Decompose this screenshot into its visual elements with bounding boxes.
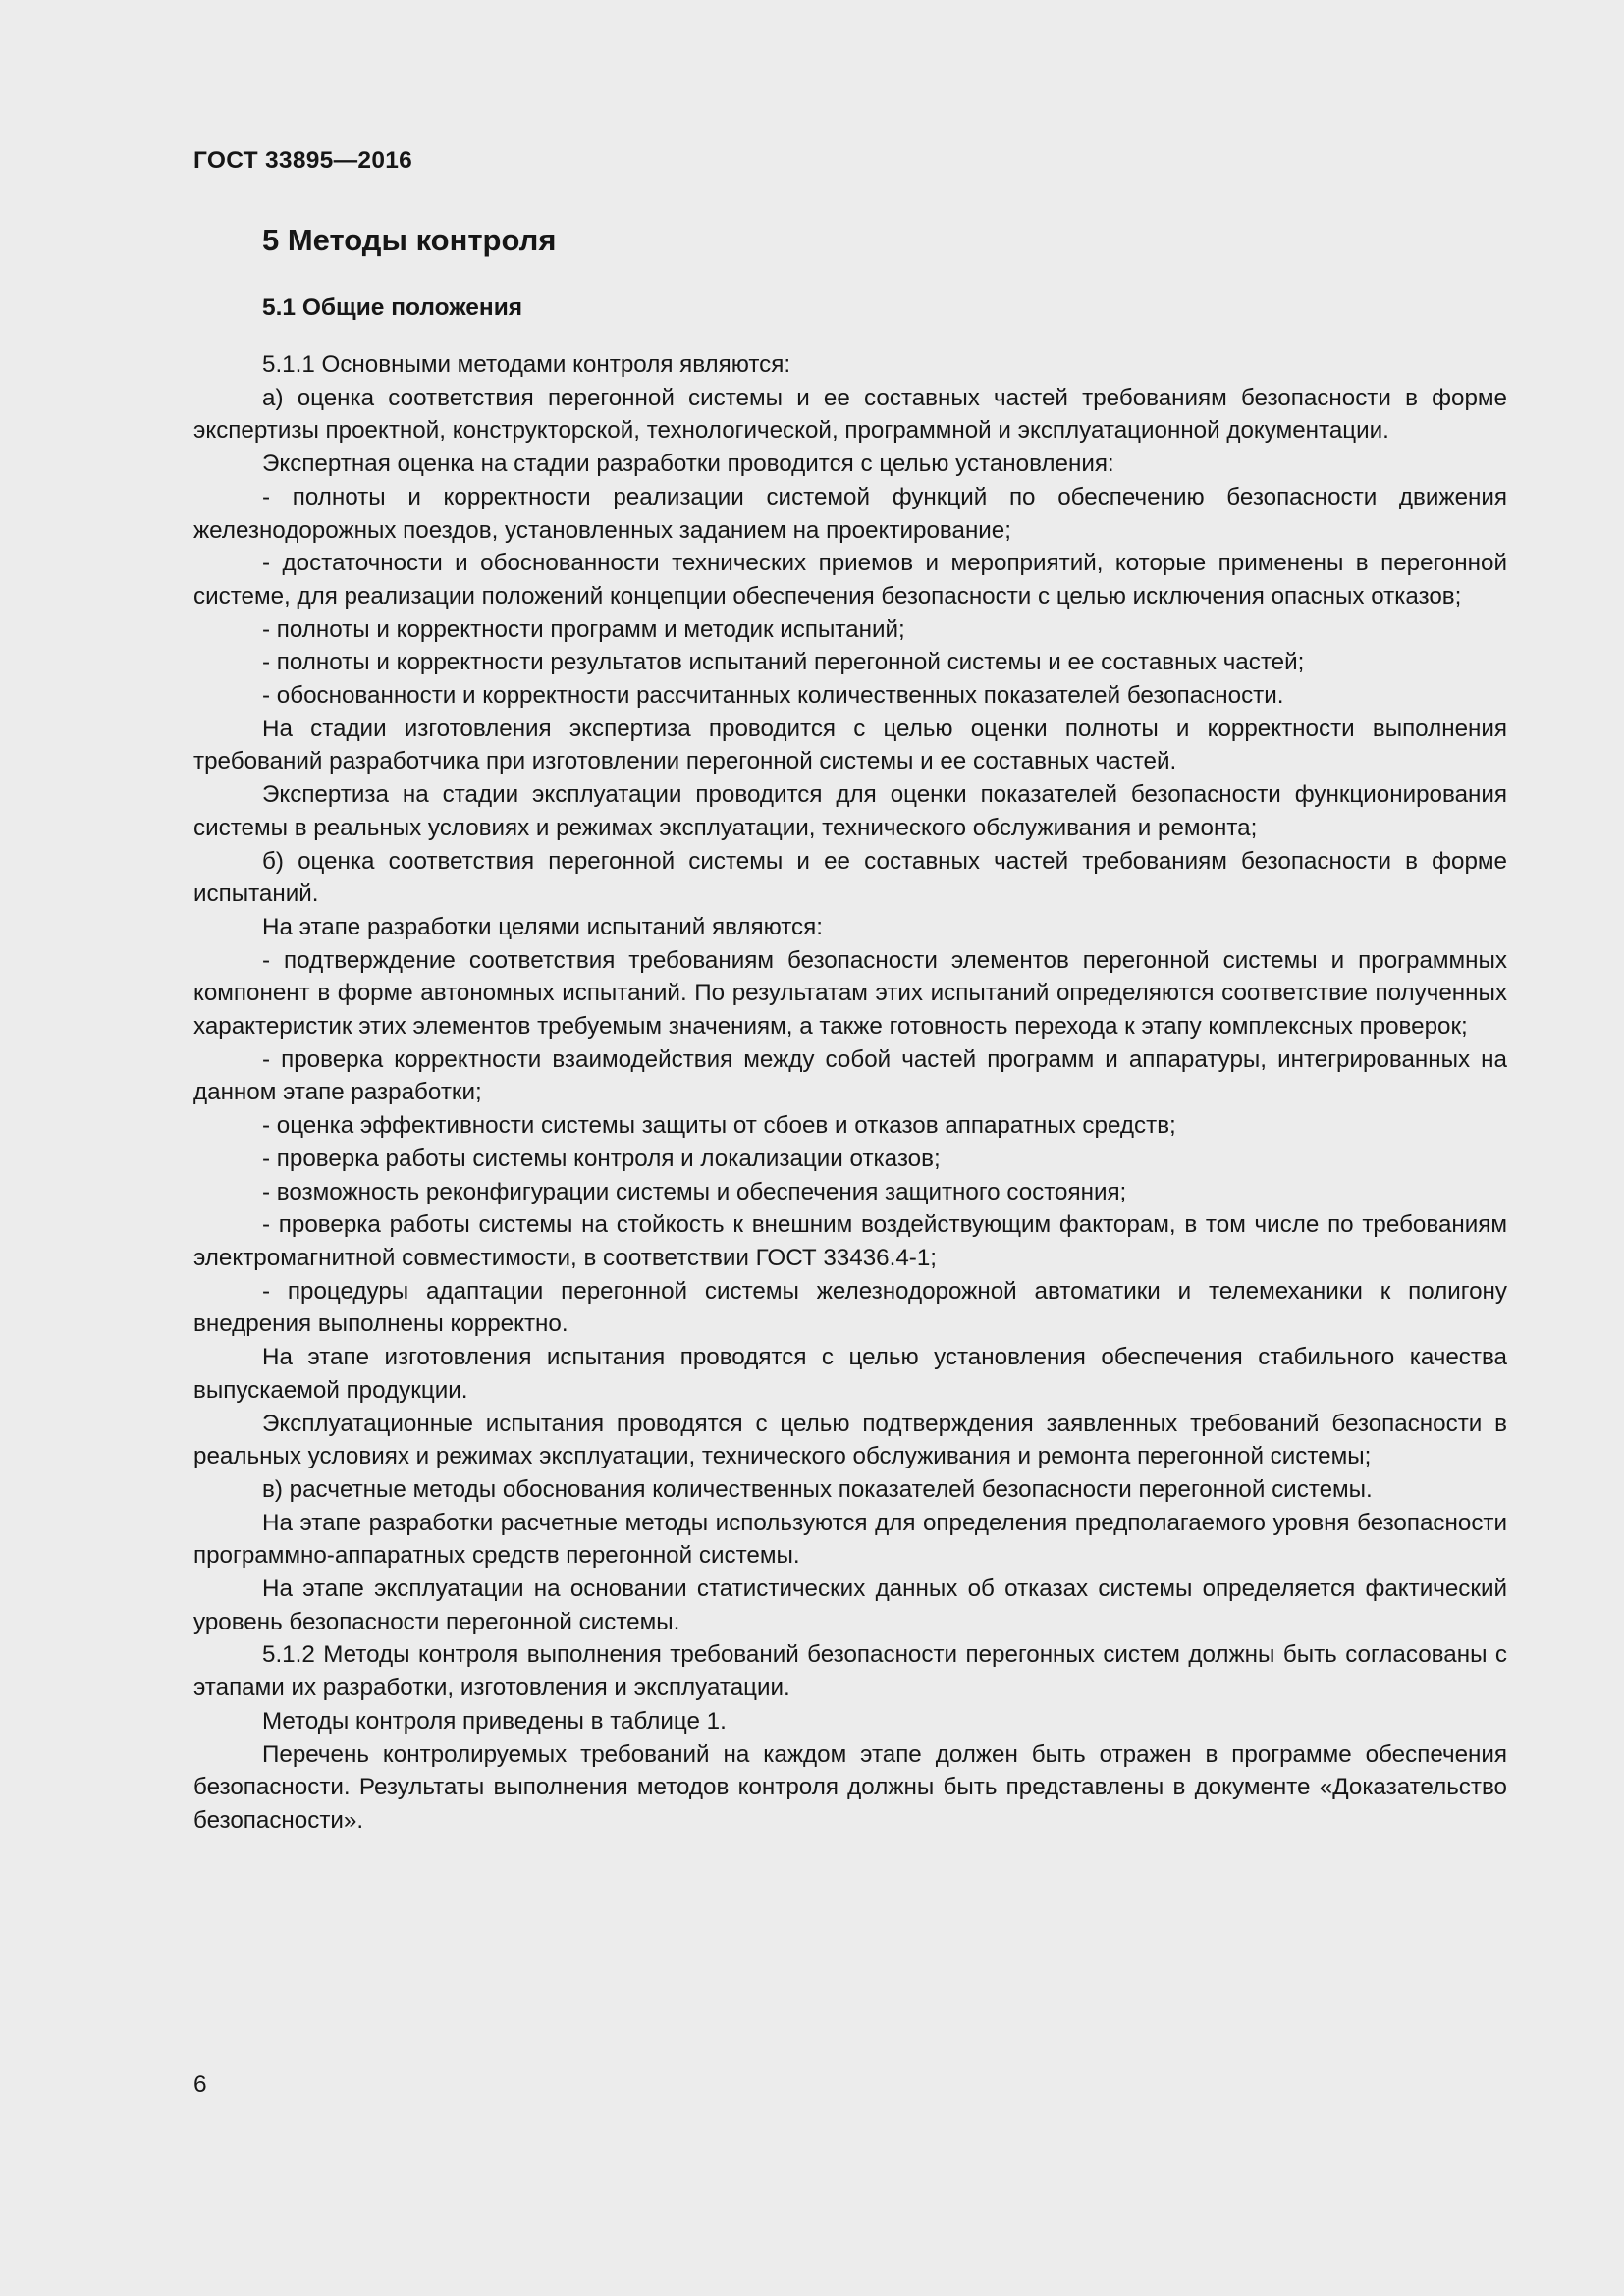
paragraph: 5.1.2 Методы контроля выполнения требований безопасности перегонных систем должны быть согласованы с этапами их разработки, изготовления и эксплуатации. <box>193 1641 1507 1702</box>
paragraph: На этапе изготовления испытания проводятся с целью установления обеспечения стабильного качества выпускаемой продукции. <box>193 1344 1507 1404</box>
paragraph: б) оценка соответствия перегонной системы и ее составных частей требованиям безопасности в форме испытаний. <box>193 847 1507 908</box>
paragraph: - обоснованности и корректности рассчитанных количественных показателей безопасности. <box>262 682 1284 710</box>
paragraph: - процедуры адаптации перегонной системы железнодорожной автоматики и телемеханики к полигону внедрения выполнены корректно. <box>193 1277 1507 1338</box>
subsection-title: 5.1 Общие положения <box>262 294 523 321</box>
paragraph: 5.1.1 Основными методами контроля являются: <box>262 351 791 378</box>
paragraph: Эксплуатационные испытания проводятся с целью подтверждения заявленных требований безопасности в реальных условиях и режимах эксплуатации, технического обслуживания и ремонта перегонной системы; <box>193 1410 1507 1470</box>
paragraph: - возможность реконфигурации системы и обеспечения защитного состояния; <box>262 1178 1127 1205</box>
paragraph: Методы контроля приведены в таблице 1. <box>262 1707 727 1735</box>
paragraph: а) оценка соответствия перегонной системы и ее составных частей требованиям безопасности в форме экспертизы проектной, конструкторской, технологической, программной и эксплуатационной документации. <box>193 384 1507 445</box>
paragraph: На этапе разработки расчетные методы используются для определения предполагаемого уровня безопасности программно-аппаратных средств перегонной системы. <box>193 1509 1507 1570</box>
paragraph: - проверка корректности взаимодействия между собой частей программ и аппаратуры, интегрированных на данном этапе разработки; <box>193 1045 1507 1106</box>
paragraph: - полноты и корректности реализации системой функций по обеспечению безопасности движения железнодорожных поездов, установленных заданием на проектирование; <box>193 483 1507 544</box>
section-title: 5 Методы контроля <box>262 223 557 257</box>
paragraph: - полноты и корректности программ и методик испытаний; <box>262 615 905 643</box>
paragraph: - подтверждение соответствия требованиям безопасности элементов перегонной системы и программных компонент в форме автономных испытаний. По результатам этих испытаний определяются соответствие полученных характеристик этих элементов требуемым значениям, а также готовность перехода к этапу комплексных проверок; <box>193 946 1507 1041</box>
paragraph: - полноты и корректности результатов испытаний перегонной системы и ее составных частей; <box>262 649 1305 676</box>
paragraph: - достаточности и обоснованности технических приемов и мероприятий, которые применены в перегонной системе, для реализации положений концепции обеспечения безопасности с целью исключения опасных отказов; <box>193 550 1507 610</box>
page-number: 6 <box>193 2071 207 2098</box>
paragraph: На этапе эксплуатации на основании статистических данных об отказах системы определяется фактический уровень безопасности перегонной системы. <box>193 1575 1507 1635</box>
paragraph: Экспертная оценка на стадии разработки проводится с целью установления: <box>262 451 1114 478</box>
standard-header: ГОСТ 33895—2016 <box>193 147 413 174</box>
paragraph: Перечень контролируемых требований на каждом этапе должен быть отражен в программе обеспечения безопасности. Результаты выполнения методов контроля должны быть представлены в документе «Доказательство безопасности». <box>193 1740 1507 1834</box>
paragraph: в) расчетные методы обоснования количественных показателей безопасности перегонной системы. <box>262 1475 1373 1503</box>
paragraph: - проверка работы системы на стойкость к внешним воздействующим факторам, в том числе по требованиям электромагнитной совместимости, в соответствии ГОСТ 33436.4-1; <box>193 1211 1507 1271</box>
paragraph: Экспертиза на стадии эксплуатации проводится для оценки показателей безопасности функционирования системы в реальных условиях и режимах эксплуатации, технического обслуживания и ремонта; <box>193 781 1507 841</box>
paragraph: На стадии изготовления экспертиза проводится с целью оценки полноты и корректности выполнения требований разработчика при изготовлении перегонной системы и ее составных частей. <box>193 715 1507 775</box>
body-text <box>193 348 1507 1838</box>
paragraph: - проверка работы системы контроля и локализации отказов; <box>262 1145 941 1172</box>
paragraph: - оценка эффективности системы защиты от сбоев и отказов аппаратных средств; <box>262 1112 1176 1140</box>
paragraph: На этапе разработки целями испытаний являются: <box>262 913 823 940</box>
